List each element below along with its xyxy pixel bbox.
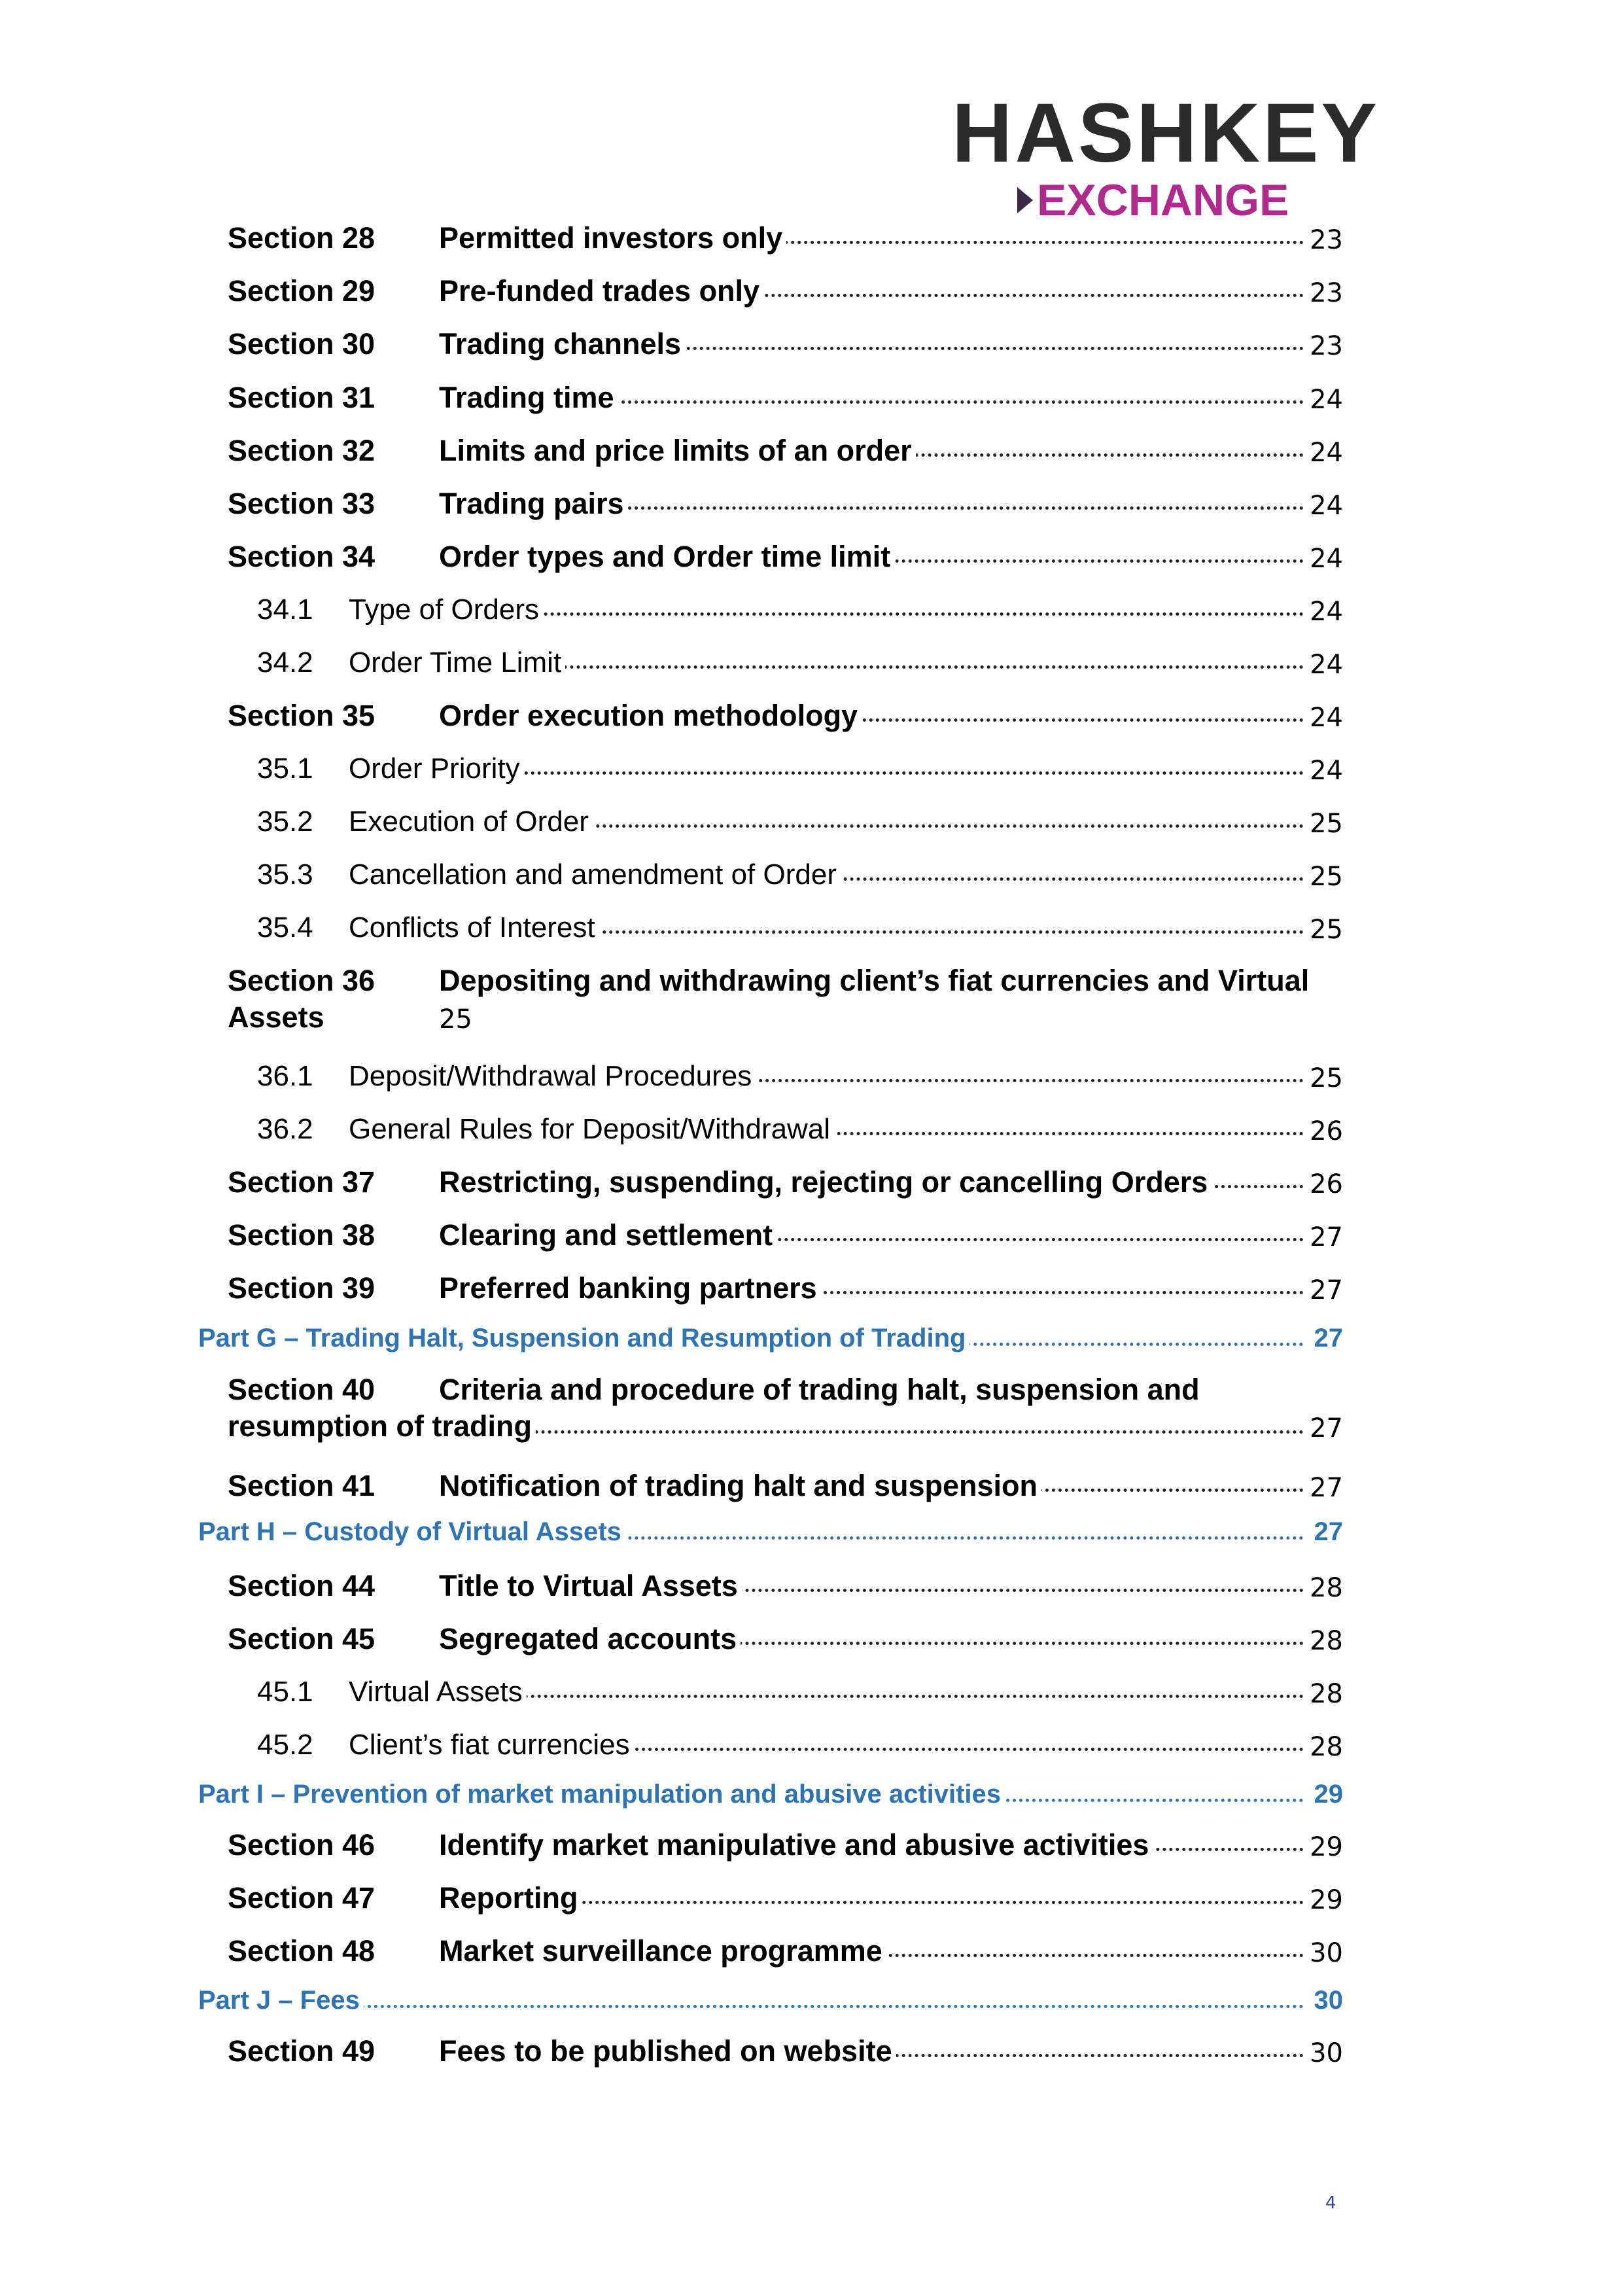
subsection-number: 36.1 bbox=[257, 1060, 313, 1092]
section-number: Section 28 bbox=[228, 221, 375, 255]
toc-section-entry[interactable] bbox=[228, 1213, 1343, 1259]
section-title-continued: Assets bbox=[228, 999, 328, 1035]
page-ref: 24 bbox=[1306, 647, 1343, 683]
toc-section-entry[interactable] bbox=[228, 482, 1343, 527]
section-number: Section 46 bbox=[228, 1828, 375, 1862]
subsection-number: 34.2 bbox=[257, 646, 313, 679]
toc-section-entry[interactable] bbox=[228, 1617, 1343, 1663]
section-title: Limits and price limits of an order bbox=[439, 433, 916, 468]
section-number: Section 39 bbox=[228, 1271, 375, 1305]
toc-section-entry[interactable] bbox=[228, 269, 1343, 315]
page-ref: 27 bbox=[1306, 1220, 1343, 1256]
page-ref: 27 bbox=[1306, 1515, 1343, 1548]
section-title: Trading time bbox=[439, 380, 618, 415]
section-number: Section 45 bbox=[228, 1622, 375, 1655]
logo-brand-text: HASHKEY bbox=[952, 86, 1380, 180]
page-ref: 24 bbox=[1306, 700, 1343, 736]
subsection-number: 35.4 bbox=[257, 911, 313, 944]
page-ref: 28 bbox=[1306, 1623, 1343, 1659]
subsection-number: 36.2 bbox=[257, 1113, 313, 1145]
section-number: Section 40 bbox=[228, 1373, 375, 1406]
page-ref: 29 bbox=[1306, 1778, 1343, 1810]
toc-part-entry[interactable] bbox=[198, 1318, 1343, 1364]
toc-subsection-entry[interactable] bbox=[257, 1723, 1343, 1769]
section-title: Notification of trading halt and suspension bbox=[439, 1468, 1041, 1504]
page-ref: 29 bbox=[1306, 1882, 1343, 1918]
subsection-title: Cancellation and amendment of Order bbox=[349, 857, 841, 892]
page-ref: 25 bbox=[1306, 859, 1343, 895]
subsection-number: 35.1 bbox=[257, 752, 313, 785]
toc-subsection-entry[interactable] bbox=[257, 800, 1343, 845]
page-ref: 24 bbox=[1306, 541, 1343, 577]
section-title: Permitted investors only bbox=[439, 220, 786, 256]
subsection-number: 45.2 bbox=[257, 1729, 313, 1761]
section-title: Pre-funded trades only bbox=[439, 273, 763, 309]
page-ref: 27 bbox=[1306, 1470, 1343, 1506]
toc-section-entry[interactable] bbox=[228, 322, 1343, 368]
section-number: Section 44 bbox=[228, 1569, 375, 1602]
section-title: Identify market manipulative and abusive activities bbox=[439, 1827, 1153, 1863]
toc-subsection-entry[interactable] bbox=[257, 1054, 1343, 1100]
section-title: Segregated accounts bbox=[439, 1621, 741, 1657]
page-ref: 24 bbox=[1306, 435, 1343, 471]
toc-subsection-entry[interactable] bbox=[257, 853, 1343, 898]
section-number: Section 49 bbox=[228, 2034, 375, 2068]
toc-section-entry[interactable] bbox=[228, 216, 1343, 262]
toc-section-entry[interactable] bbox=[228, 429, 1343, 474]
toc-section-entry[interactable] bbox=[228, 1464, 1343, 1510]
page-ref: 23 bbox=[1306, 275, 1343, 311]
section-title: Preferred banking partners bbox=[439, 1270, 821, 1306]
section-title-continued: resumption of trading bbox=[228, 1408, 536, 1444]
page-ref: 24 bbox=[1306, 488, 1343, 524]
section-number: Section 32 bbox=[228, 434, 375, 467]
page-ref: 26 bbox=[1306, 1167, 1343, 1203]
toc-section-entry[interactable] bbox=[228, 1266, 1343, 1312]
section-number: Section 38 bbox=[228, 1218, 375, 1252]
section-number: Section 30 bbox=[228, 327, 375, 361]
section-title: Restricting, suspending, rejecting or cancelling Orders bbox=[439, 1164, 1212, 1200]
subsection-title: Deposit/Withdrawal Procedures bbox=[349, 1058, 756, 1094]
page-ref: 26 bbox=[1306, 1114, 1343, 1150]
page-ref: 28 bbox=[1306, 1676, 1343, 1712]
part-title: Part G – Trading Halt, Suspension and Resumption of Trading bbox=[198, 1322, 969, 1354]
page-ref: 24 bbox=[1306, 753, 1343, 789]
toc-section-entry[interactable] bbox=[228, 1876, 1343, 1922]
toc-subsection-entry[interactable] bbox=[257, 588, 1343, 633]
subsection-title: Virtual Assets bbox=[349, 1674, 527, 1710]
part-title: Part J – Fees bbox=[198, 1984, 364, 2017]
section-title: Criteria and procedure of trading halt, suspension and bbox=[439, 1371, 1346, 1407]
toc-subsection-entry[interactable] bbox=[257, 747, 1343, 792]
toc-part-entry[interactable] bbox=[198, 1980, 1343, 2026]
toc-part-entry[interactable] bbox=[198, 1511, 1343, 1557]
page-ref: 27 bbox=[1306, 1273, 1343, 1309]
section-title: Order types and Order time limit bbox=[439, 539, 894, 574]
section-number: Section 34 bbox=[228, 540, 375, 573]
section-number: Section 41 bbox=[228, 1469, 375, 1502]
subsection-title: Order Priority bbox=[349, 751, 524, 786]
page-ref: 30 bbox=[1306, 1984, 1343, 2017]
toc-section-entry[interactable] bbox=[228, 959, 1343, 1044]
page-ref: 25 bbox=[439, 1004, 472, 1034]
page-ref: 23 bbox=[1306, 222, 1343, 258]
subsection-title: Conflicts of Interest bbox=[349, 910, 599, 945]
toc-subsection-entry[interactable] bbox=[257, 1670, 1343, 1716]
toc-section-entry[interactable] bbox=[228, 376, 1343, 421]
toc-subsection-entry[interactable] bbox=[257, 906, 1343, 951]
page-ref: 25 bbox=[1306, 912, 1343, 948]
part-title: Part H – Custody of Virtual Assets bbox=[198, 1515, 625, 1548]
section-number: Section 33 bbox=[228, 487, 375, 520]
page-ref: 28 bbox=[1306, 1729, 1343, 1765]
section-number: Section 35 bbox=[228, 699, 375, 732]
toc-section-entry[interactable] bbox=[228, 2029, 1343, 2075]
section-number: Section 37 bbox=[228, 1165, 375, 1199]
section-title: Title to Virtual Assets bbox=[439, 1568, 742, 1604]
subsection-number: 34.1 bbox=[257, 593, 313, 626]
page-ref: 28 bbox=[1306, 1570, 1343, 1606]
toc-section-entry[interactable] bbox=[228, 1929, 1343, 1975]
subsection-title: Type of Orders bbox=[349, 592, 543, 627]
page-ref: 25 bbox=[1306, 1061, 1343, 1097]
toc-section-entry[interactable] bbox=[228, 694, 1343, 739]
page-ref: 24 bbox=[1306, 382, 1343, 418]
page-ref: 24 bbox=[1306, 594, 1343, 630]
dot-leader bbox=[198, 2005, 1304, 2008]
section-title: Trading pairs bbox=[439, 486, 628, 521]
subsection-number: 35.3 bbox=[257, 858, 313, 891]
section-title: Depositing and withdrawing client’s fiat currencies and Virtual bbox=[439, 963, 1346, 998]
page-ref: 27 bbox=[1306, 1322, 1343, 1354]
section-number: Section 48 bbox=[228, 1934, 375, 1968]
toc-section-entry[interactable] bbox=[228, 1160, 1343, 1206]
subsection-number: 45.1 bbox=[257, 1676, 313, 1708]
section-number: Section 31 bbox=[228, 381, 375, 414]
toc-subsection-entry[interactable] bbox=[257, 641, 1343, 686]
page-ref: 30 bbox=[1306, 2036, 1343, 2072]
section-title: Market surveillance programme bbox=[439, 1933, 886, 1969]
subsection-title: General Rules for Deposit/Withdrawal bbox=[349, 1111, 834, 1147]
page-ref: 29 bbox=[1306, 1829, 1343, 1865]
section-number: Section 36 bbox=[228, 964, 375, 997]
page-ref: 30 bbox=[1306, 1935, 1343, 1971]
toc-section-entry[interactable] bbox=[228, 535, 1343, 580]
subsection-title: Order Time Limit bbox=[349, 645, 565, 680]
toc-part-entry[interactable] bbox=[198, 1774, 1343, 1820]
section-number: Section 29 bbox=[228, 274, 375, 308]
section-title: Order execution methodology bbox=[439, 698, 862, 733]
toc-subsection-entry[interactable] bbox=[257, 1107, 1343, 1153]
toc-section-entry[interactable] bbox=[228, 1564, 1343, 1610]
section-title: Reporting bbox=[439, 1880, 582, 1916]
page-number: 4 bbox=[1325, 2193, 1336, 2213]
page-ref: 23 bbox=[1306, 328, 1343, 364]
part-title: Part I – Prevention of market manipulation and abusive activities bbox=[198, 1778, 1005, 1810]
subsection-title: Client’s fiat currencies bbox=[349, 1727, 634, 1763]
logo-sub-text: EXCHANGE bbox=[1037, 175, 1289, 225]
section-title: Fees to be published on website bbox=[439, 2033, 896, 2069]
subsection-title: Execution of Order bbox=[349, 804, 593, 839]
section-title: Trading channels bbox=[439, 326, 685, 362]
section-title: Clearing and settlement bbox=[439, 1217, 777, 1253]
page-ref: 25 bbox=[1306, 806, 1343, 842]
section-number: Section 47 bbox=[228, 1881, 375, 1915]
subsection-number: 35.2 bbox=[257, 805, 313, 838]
page-ref: 27 bbox=[1306, 1411, 1343, 1447]
toc-section-entry[interactable] bbox=[228, 1368, 1343, 1453]
toc-section-entry[interactable] bbox=[228, 1823, 1343, 1869]
